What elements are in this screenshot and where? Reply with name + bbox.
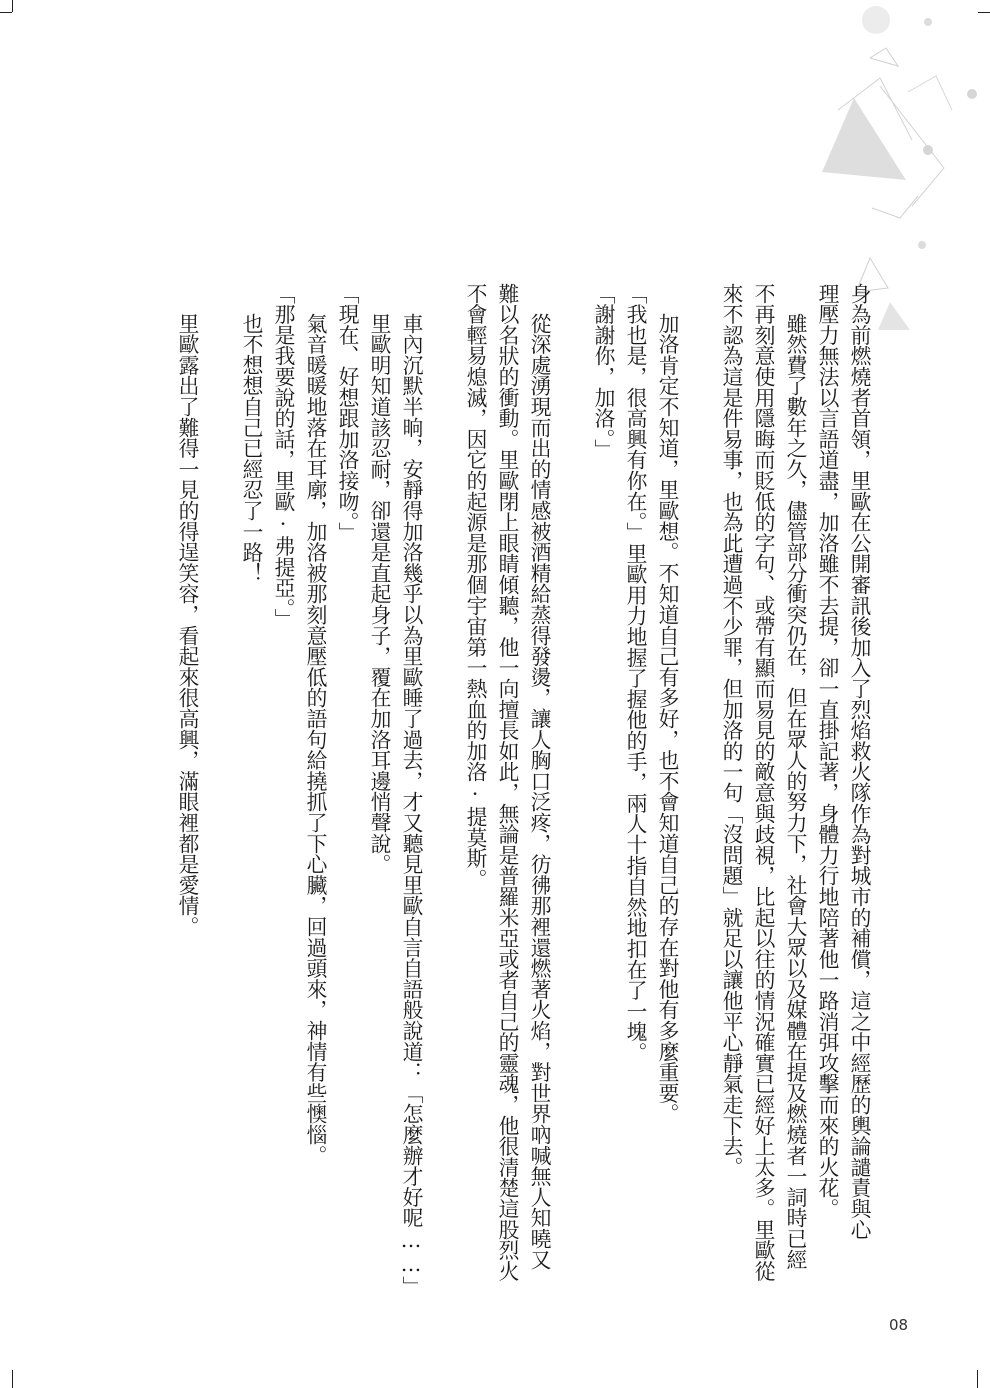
text-column-15: 氣音暖暖地落在耳廓，加洛被那刻意壓低的語句給撓抓了下心臟，回過頭來，神情有些懊惱。: [303, 313, 327, 1166]
page-number: 08: [889, 1316, 909, 1334]
text-column-9: 從深處湧現而出的情感被酒精給蒸得發燙，讓人胸口泛疼，彷彿那裡還燃著火焰，對世界吶喊無人知曉又: [527, 313, 551, 1270]
crop-mark-bottom-right-v: [977, 1370, 978, 1388]
text-column-1: 身為前燃燒者首領，里歐在公開審訊後加入了烈焰救火隊作為對城市的補償，這之中經歷的輿論譴責與心: [847, 283, 871, 1240]
crop-mark-top-left-v: [12, 0, 13, 12]
text-column-7: 「我也是，很高興有你在。」里歐用力地握了握他的手，兩人十指自然地扣在了一塊。: [623, 283, 647, 1063]
text-column-12: 車內沉默半晌，安靜得加洛幾乎以為里歐睡了過去，才又聽見里歐自言自語般說道：「怎麼辦才好呢……」: [399, 313, 423, 1297]
text-column-13: 里歐明知道該忍耐，卻還是直起身子，覆在加洛耳邊悄聲說。: [367, 313, 391, 875]
text-column-6: 加洛肯定不知道，里歐想。不知道自己有多好，也不會知道自己的存在對他有多麼重要。: [655, 313, 679, 1125]
text-column-10: 難以名狀的衝動。里歐閉上眼睛傾聽，他一向擅長如此，無論是普羅米亞或者自己的靈魂，他很清楚這股烈火: [495, 283, 519, 1282]
text-column-18: 里歐露出了難得一見的得逞笑容，看起來很高興，滿眼裡都是愛情。: [175, 313, 199, 937]
text-column-2: 理壓力無法以言語道盡，加洛雖不去提，卻一直掛記著，身體力行地陪著他一路消弭攻擊而來的火花。: [815, 283, 839, 1219]
text-column-14: 「現在、好想跟加洛接吻。」: [335, 283, 359, 543]
text-column-8: 「謝謝你，加洛。」: [591, 283, 615, 460]
crop-mark-bottom-left-v: [12, 1370, 13, 1388]
text-column-3: 雖然費了數年之久，儘管部分衝突仍在，但在眾人的努力下，社會大眾以及媒體在提及燃燒者一詞時已經: [783, 313, 807, 1270]
text-column-11: 不會輕易熄滅，因它的起源是那個宇宙第一熱血的加洛·提莫斯。: [463, 283, 487, 890]
text-column-5: 來不認為這是件易事，也為此遭過不少罪，但加洛的一句「沒問題」就足以讓他平心靜氣走下去。: [719, 283, 743, 1178]
crop-mark-top-left-h: [0, 12, 12, 13]
text-column-4: 不再刻意使用隱晦而貶低的字句、或帶有顯而易見的敵意與歧視，比起以往的情況確實已經好上太多。里歐從: [751, 283, 775, 1282]
text-column-17: 也不想想自己已經忍了一路！: [239, 313, 263, 584]
text-column-16: 「那是我要說的話，里歐·弗提亞。」: [271, 283, 295, 630]
